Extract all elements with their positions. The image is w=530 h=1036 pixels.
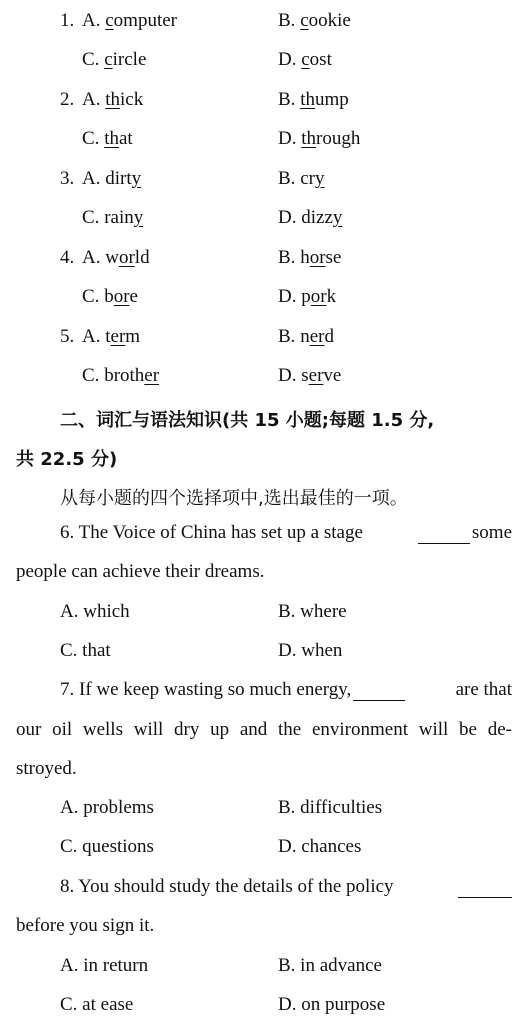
question-1-row-1 (0, 10, 530, 38)
option-a: A. problems (60, 797, 154, 818)
option-a: A. in return (60, 955, 149, 976)
option-c: C. at ease (60, 994, 134, 1015)
question-7-stem-text: 7. If we keep wasting so much energy, (60, 679, 352, 700)
option-d: D. dizzy (278, 207, 343, 228)
question-number: 1. (60, 10, 75, 31)
option-d: D. cost (278, 49, 332, 70)
question-7-stem-line-3: stroyed. (16, 758, 77, 779)
option-c: C. questions (60, 836, 154, 857)
question-4-row-2 (0, 286, 530, 314)
option-a: A. thick (82, 89, 144, 110)
question-5-row-2 (0, 365, 530, 393)
option-d: D. pork (278, 286, 337, 307)
question-6-stem-line-1: 6. The Voice of China has set up a stage some (60, 522, 512, 550)
option-b: B. cookie (278, 10, 351, 31)
section-heading-line-1: 二、词汇与语法知识(共 15 小题;每题 1.5 分, (60, 410, 435, 431)
question-number: 3. (60, 168, 75, 189)
option-b: B. difficulties (278, 797, 383, 818)
option-b: B. nerd (278, 326, 334, 347)
option-a: A. world (82, 247, 150, 268)
option-d: D. on purpose (278, 994, 386, 1015)
answer-blank (353, 679, 405, 701)
question-6-options-row-2 (0, 640, 530, 668)
option-b: B. horse (278, 247, 342, 268)
option-d: D. serve (278, 365, 342, 386)
question-8-options-row-1 (0, 955, 530, 983)
question-5-row-1 (0, 326, 530, 354)
option-d: D. chances (278, 836, 362, 857)
question-number: 4. (60, 247, 75, 268)
section-heading-line-2: 共 22.5 分) (16, 449, 118, 470)
option-d: D. through (278, 128, 361, 149)
option-b: B. where (278, 601, 347, 622)
option-b: B. cry (278, 168, 325, 189)
question-8-stem-line-1 (60, 876, 512, 904)
question-8-options-row-2 (0, 994, 530, 1022)
question-1-row-2 (0, 49, 530, 77)
question-7-options-row-1 (0, 797, 530, 825)
option-a: A. computer (82, 10, 177, 31)
section-instruction: 从每小题的四个选择项中,选出最佳的一项。 (60, 488, 408, 509)
question-number: 2. (60, 89, 75, 110)
question-7-stem-line-1: 7. If we keep wasting so much energy, are that (60, 679, 512, 707)
question-6-stem-text: 6. The Voice of China has set up a stage (60, 522, 363, 543)
option-b: B. in advance (278, 955, 382, 976)
question-3-row-1 (0, 168, 530, 196)
option-c: C. bore (82, 286, 138, 307)
question-2-row-1 (0, 89, 530, 117)
question-8-stem-text: 8. You should study the details of the policy (60, 876, 394, 897)
option-c: C. brother (82, 365, 160, 386)
question-7-options-row-2 (0, 836, 530, 864)
question-2-row-2 (0, 128, 530, 156)
option-c: C. that (60, 640, 111, 661)
question-number: 5. (60, 326, 75, 347)
answer-blank (418, 522, 470, 544)
option-b: B. thump (278, 89, 349, 110)
question-6-options-row-1 (0, 601, 530, 629)
option-a: A. which (60, 601, 130, 622)
question-8-stem-line-2: before you sign it. (16, 915, 155, 936)
question-6-stem-line-2: people can achieve their dreams. (16, 561, 265, 582)
option-c: C. that (82, 128, 133, 149)
question-7-stem-line-2: our oil wells will dry up and the environment will be de- (16, 719, 512, 740)
question-4-row-1 (0, 247, 530, 275)
answer-blank (458, 876, 512, 898)
option-d: D. when (278, 640, 343, 661)
option-a: A. term (82, 326, 141, 347)
option-c: C. circle (82, 49, 147, 70)
option-c: C. rainy (82, 207, 144, 228)
question-3-row-2 (0, 207, 530, 235)
option-a: A. dirty (82, 168, 142, 189)
